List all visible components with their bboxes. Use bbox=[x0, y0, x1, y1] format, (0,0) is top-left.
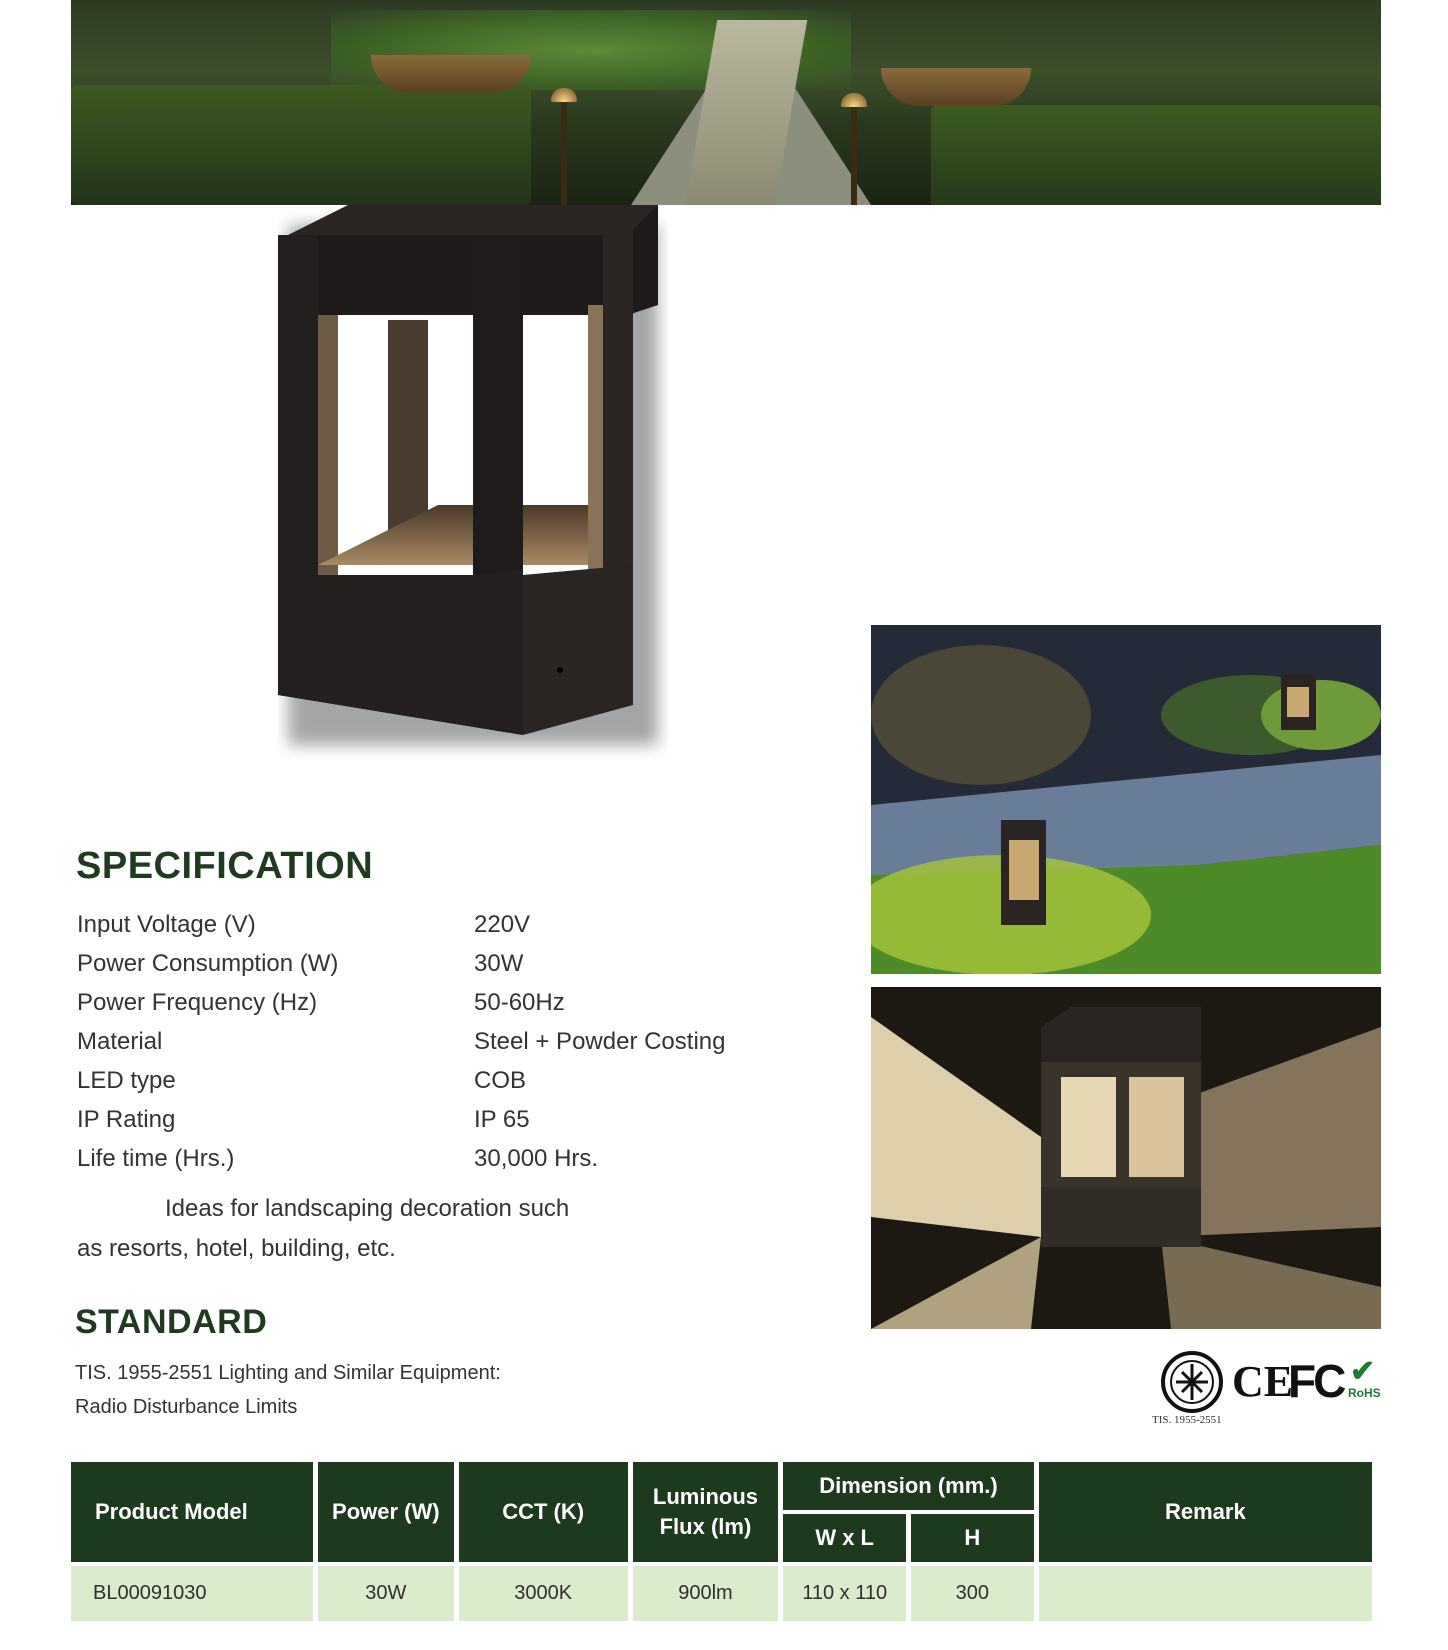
check-icon: ✔ bbox=[1350, 1355, 1376, 1388]
hero-garden-image bbox=[71, 0, 1381, 205]
rohs-mark: RoHS bbox=[1348, 1386, 1381, 1400]
cell-h: 300 bbox=[911, 1566, 1034, 1621]
spec-value: COB bbox=[474, 1067, 527, 1094]
spec-value: Steel + Powder Costing bbox=[474, 1028, 726, 1055]
fc-mark: FC bbox=[1288, 1355, 1344, 1407]
tis-caption: TIS. 1955-2551 bbox=[1152, 1414, 1222, 1426]
spec-value: 30,000 Hrs. bbox=[474, 1145, 599, 1172]
header-remark: Remark bbox=[1039, 1462, 1372, 1562]
spec-row bbox=[77, 911, 777, 949]
header-h: H bbox=[911, 1514, 1034, 1562]
cell-flux: 900lm bbox=[633, 1566, 779, 1621]
spec-row bbox=[77, 1028, 777, 1066]
cell-model: BL00091030 bbox=[71, 1566, 313, 1621]
spec-label: Power Frequency (Hz) bbox=[77, 989, 318, 1016]
spec-row bbox=[77, 1145, 777, 1183]
cell-cct: 3000K bbox=[459, 1566, 628, 1621]
spec-value: 50-60Hz bbox=[474, 989, 565, 1016]
spec-value: 30W bbox=[474, 950, 524, 977]
standard-heading: STANDARD bbox=[75, 1303, 268, 1341]
garden-installation-photo bbox=[871, 625, 1381, 974]
table-row bbox=[71, 1566, 1372, 1621]
standard-text: TIS. 1955-2551 Lighting and Similar Equipment: bbox=[75, 1362, 501, 1384]
certification-marks bbox=[1152, 1350, 1390, 1430]
spec-label: Power Consumption (W) bbox=[77, 950, 339, 977]
header-product-model: Product Model bbox=[71, 1462, 313, 1562]
header-cct: CCT (K) bbox=[459, 1462, 628, 1562]
specification-heading: SPECIFICATION bbox=[76, 845, 374, 887]
cell-power: 30W bbox=[318, 1566, 454, 1621]
usage-description: Ideas for landscaping decoration such bbox=[165, 1195, 570, 1222]
spec-value: 220V bbox=[474, 911, 531, 938]
spec-label: Life time (Hrs.) bbox=[77, 1145, 235, 1172]
header-luminous-flux: Luminous Flux (lm) bbox=[633, 1462, 779, 1562]
header-wxl: W x L bbox=[783, 1514, 906, 1562]
spec-label: Material bbox=[77, 1028, 163, 1055]
header-power: Power (W) bbox=[318, 1462, 454, 1562]
spec-row bbox=[77, 989, 777, 1027]
product-table bbox=[66, 1458, 1377, 1625]
spec-label: IP Rating bbox=[77, 1106, 176, 1133]
spec-label: Input Voltage (V) bbox=[77, 911, 256, 938]
spec-row bbox=[77, 1067, 777, 1105]
spec-value: IP 65 bbox=[474, 1106, 530, 1133]
spec-row bbox=[77, 950, 777, 988]
spec-label: LED type bbox=[77, 1067, 176, 1094]
header-dimension: Dimension (mm.) bbox=[783, 1462, 1033, 1510]
standard-text: Radio Disturbance Limits bbox=[75, 1396, 298, 1418]
spec-row bbox=[77, 1106, 777, 1144]
cell-wxl: 110 x 110 bbox=[783, 1566, 906, 1621]
usage-description: as resorts, hotel, building, etc. bbox=[77, 1235, 396, 1262]
product-image bbox=[278, 205, 668, 765]
lamp-lit-closeup-photo bbox=[871, 987, 1381, 1329]
cell-remark bbox=[1039, 1566, 1372, 1621]
ce-mark: CE bbox=[1232, 1357, 1294, 1406]
